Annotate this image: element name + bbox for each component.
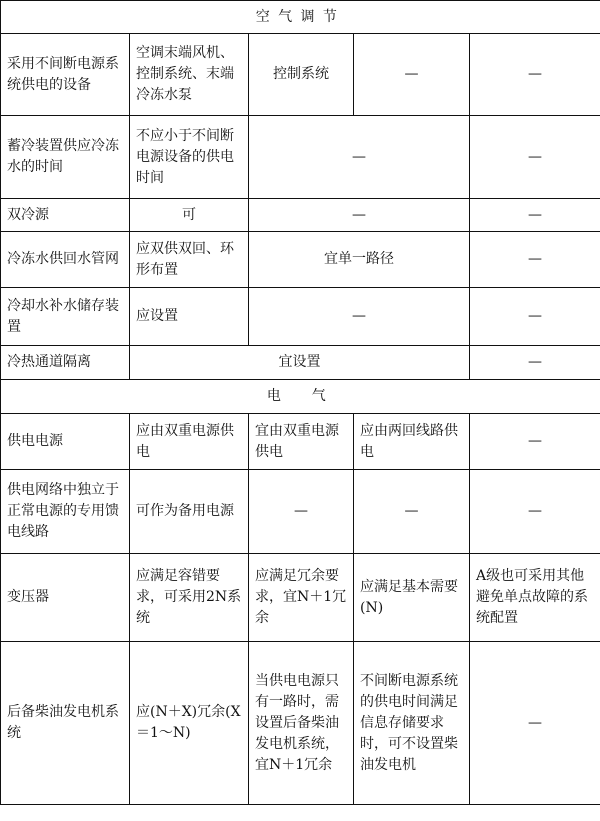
table-row [1,414,600,470]
cell-level-a: 可 [130,199,249,232]
cell-remark: — [470,642,600,805]
cell-level-b: 当供电电源只有一路时，需设置后备柴油发电机系统，宜N＋1冗余 [249,642,354,805]
table-row [1,232,600,288]
cell-remark: — [470,199,600,232]
cell-level-bc: — [249,288,470,346]
cell-remark: — [470,232,600,288]
table-row [1,470,600,554]
cell-remark: — [470,116,600,199]
row-label: 冷热通道隔离 [1,346,130,380]
cell-level-a: 可作为备用电源 [130,470,249,554]
section-title-elec: 电 气 [1,380,600,414]
cell-level-bc: — [249,116,470,199]
row-label: 双冷源 [1,199,130,232]
cell-level-c: 应由两回线路供电 [354,414,470,470]
cell-level-b: 宜由双重电源供电 [249,414,354,470]
cell-level-a: 应满足容错要求，可采用2N系统 [130,554,249,642]
cell-level-c: — [354,34,470,116]
cell-remark: — [470,346,600,380]
cell-level-bc: 宜单一路径 [249,232,470,288]
row-label: 供电网络中独立于正常电源的专用馈电线路 [1,470,130,554]
row-label: 冷却水补水储存装置 [1,288,130,346]
table-row [1,199,600,232]
row-label: 蓄冷装置供应冷冻水的时间 [1,116,130,199]
row-label: 采用不间断电源系统供电的设备 [1,34,130,116]
table-row [1,116,600,199]
cell-level-b: 控制系统 [249,34,354,116]
table-row [1,346,600,380]
row-label: 变压器 [1,554,130,642]
cell-level-a: 应双供双回、环形布置 [130,232,249,288]
cell-level-a: 应由双重电源供电 [130,414,249,470]
cell-level-c: 不间断电源系统的供电时间满足信息存储要求时，可不设置柴油发电机 [354,642,470,805]
section-title-ac: 空气调节 [1,1,600,34]
section-header-row [1,380,600,414]
cell-level-c: — [354,470,470,554]
cell-remark: — [470,34,600,116]
cell-remark: — [470,288,600,346]
row-label: 冷冻水供回水管网 [1,232,130,288]
cell-level-abc: 宜设置 [130,346,470,380]
row-label: 供电电源 [1,414,130,470]
table-row [1,288,600,346]
cell-level-b: — [249,470,354,554]
cell-remark: A级也可采用其他避免单点故障的系统配置 [470,554,600,642]
cell-level-bc: — [249,199,470,232]
table-row [1,642,600,805]
section-header-row [1,1,600,34]
cell-level-c: 应满足基本需要(N) [354,554,470,642]
table-row [1,554,600,642]
table-row [1,34,600,116]
row-label: 后备柴油发电机系统 [1,642,130,805]
cell-level-a: 空调末端风机、控制系统、末端冷冻水泵 [130,34,249,116]
cell-level-a: 应(N＋X)冗余(X＝1～N) [130,642,249,805]
cell-level-a: 不应小于不间断电源设备的供电时间 [130,116,249,199]
cell-level-b: 应满足冗余要求，宜N＋1冗余 [249,554,354,642]
cell-remark: — [470,414,600,470]
cell-level-a: 应设置 [130,288,249,346]
cell-remark: — [470,470,600,554]
